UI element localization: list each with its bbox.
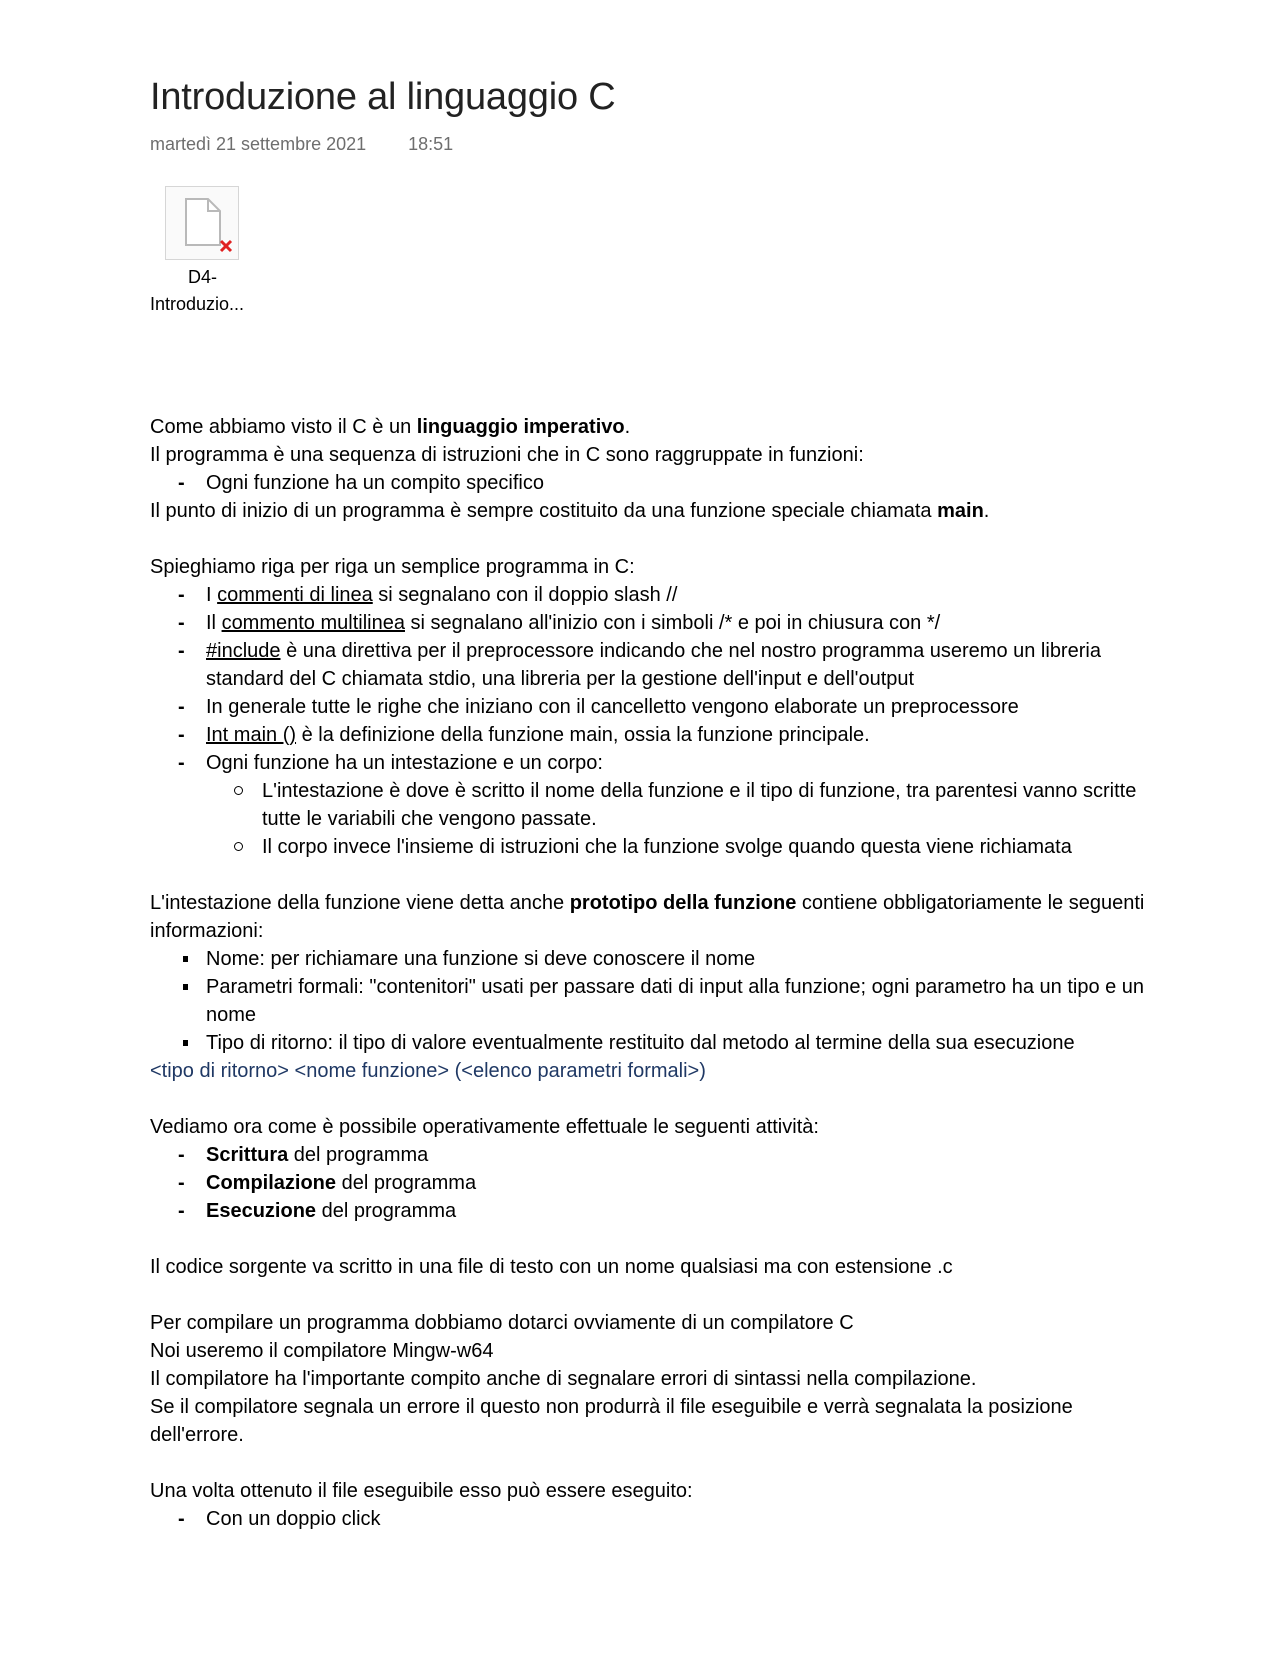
paragraph-6: Vediamo ora come è possibile operativamente effettuale le seguenti attività: xyxy=(150,1116,819,1138)
paragraph-8-line-3: Il compilatore ha l'importante compito anche di segnalare errori di sintassi nella compilazione. xyxy=(150,1368,977,1390)
list-execution xyxy=(150,1505,1150,1533)
list-item: - Ogni funzione ha un compito specifico xyxy=(150,469,1150,497)
list-item: - In generale tutte le righe che iniziano con il cancelletto vengono elaborate un preprocessore xyxy=(150,693,1150,721)
page-date: martedì 21 settembre 2021 xyxy=(150,134,367,154)
paragraph-2: Il programma è una sequenza di istruzioni che in C sono raggruppate in funzioni: xyxy=(150,444,864,466)
paragraph-8-line-2: Noi useremo il compilatore Mingw-w64 xyxy=(150,1340,494,1362)
paragraph-4: Spieghiamo riga per riga un semplice programma in C: xyxy=(150,556,635,578)
paragraph-9: Una volta ottenuto il file eseguibile esso può essere eseguito: xyxy=(150,1480,693,1502)
list-item: - Esecuzione del programma xyxy=(150,1197,1150,1225)
list-item: Tipo di ritorno: il tipo di valore eventualmente restituito dal metodo al termine della sua esecuzione xyxy=(150,1029,1150,1057)
list-item: - Compilazione del programma xyxy=(150,1169,1150,1197)
sublist-item: Il corpo invece l'insieme di istruzioni che la funzione svolge quando questa viene richiamata xyxy=(206,833,1150,861)
file-attachment-name[interactable]: D4- Introduzio... xyxy=(150,267,245,314)
page-title: Introduzione al linguaggio C xyxy=(150,76,616,118)
note-body xyxy=(150,413,1150,1533)
page-meta xyxy=(150,134,453,155)
file-attachment[interactable] xyxy=(150,186,260,318)
list-item: - Il commento multilinea si segnalano all'inizio con i simboli /* e poi in chiusura con */ xyxy=(150,609,1150,637)
file-broken-icon xyxy=(166,187,240,261)
paragraph-1: Come abbiamo visto il C è un linguaggio imperativo. xyxy=(150,416,631,438)
prototype-syntax: <tipo di ritorno> <nome funzione> (<elenco parametri formali>) xyxy=(150,1060,706,1082)
list-prototype-info xyxy=(150,945,1150,1057)
list-program-explanation xyxy=(150,581,1150,861)
list-item: - I commenti di linea si segnalano con il doppio slash // xyxy=(150,581,1150,609)
list-item: Nome: per richiamare una funzione si deve conoscere il nome xyxy=(150,945,1150,973)
list-functions xyxy=(150,469,1150,497)
page-time: 18:51 xyxy=(408,134,454,154)
list-item: - Con un doppio click xyxy=(150,1505,1150,1533)
sublist-item: L'intestazione è dove è scritto il nome della funzione e il tipo di funzione, tra parentesi vanno scritte tutte le variabili che vengono passate. xyxy=(206,777,1150,833)
list-item: - Ogni funzione ha un intestazione e un corpo: L'intestazione è dove è scritto il nome della funzione e il tipo di funzione, tra parentesi vanno scritte tutte le variabili che vengono passate. Il corpo invece l'insieme di istruzioni che la funzione svolge quando questa viene richiamata xyxy=(150,749,1150,861)
paragraph-5: L'intestazione della funzione viene detta anche prototipo della funzione contiene obbligatoriamente le seguenti informazioni: xyxy=(150,892,1145,942)
sublist-function-parts xyxy=(206,777,1150,861)
list-item: - Scrittura del programma xyxy=(150,1141,1150,1169)
list-item: - Int main () è la definizione della funzione main, ossia la funzione principale. xyxy=(150,721,1150,749)
paragraph-7: Il codice sorgente va scritto in una file di testo con un nome qualsiasi ma con estensione .c xyxy=(150,1256,953,1278)
paragraph-8-line-1: Per compilare un programma dobbiamo dotarci ovviamente di un compilatore C xyxy=(150,1312,854,1334)
list-item: Parametri formali: "contenitori" usati per passare dati di input alla funzione; ogni parametro ha un tipo e un nome xyxy=(150,973,1150,1029)
list-item: - #include è una direttiva per il preprocessore indicando che nel nostro programma useremo un libreria standard del C chiamata stdio, una libreria per la gestione dell'input e dell'output xyxy=(150,637,1150,693)
file-attachment-thumbnail[interactable] xyxy=(165,186,239,260)
paragraph-3: Il punto di inizio di un programma è sempre costituito da una funzione speciale chiamata main. xyxy=(150,500,990,522)
paragraph-8-line-4: Se il compilatore segnala un errore il questo non produrrà il file eseguibile e verrà segnalata la posizione dell'errore. xyxy=(150,1396,1073,1446)
list-activities xyxy=(150,1141,1150,1225)
